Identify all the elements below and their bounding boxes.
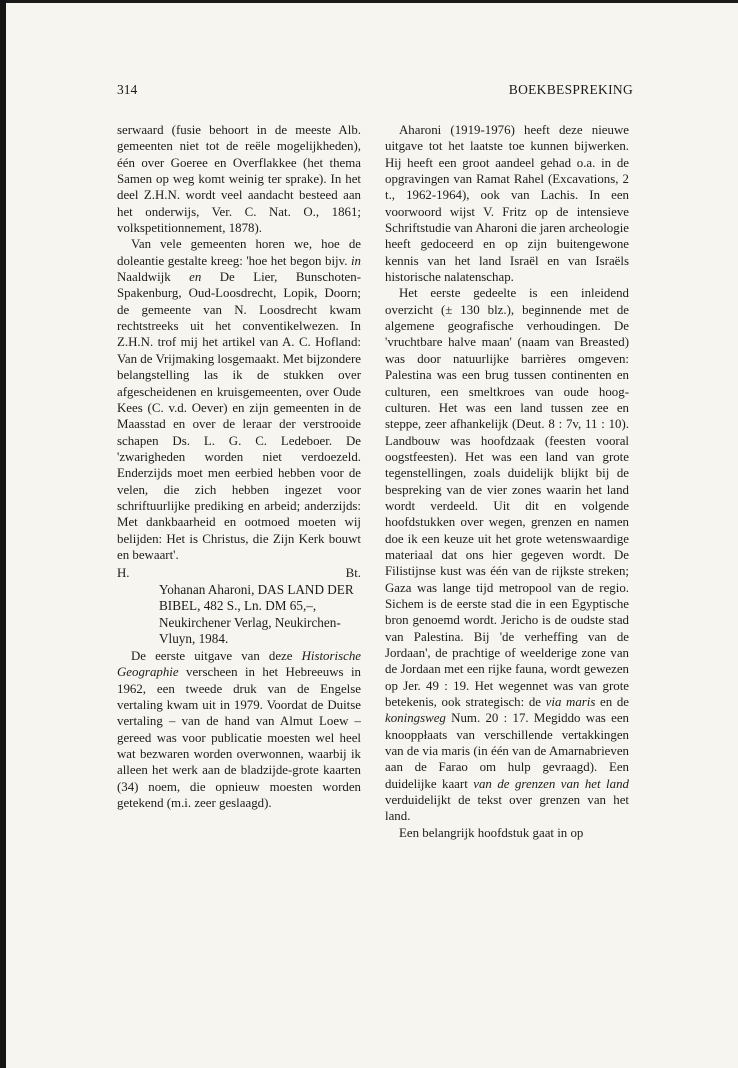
paragraph-doleantie: Van vele gemeenten horen we, hoe de doleantie gestalte kreeg: 'hoe het begon bijv. in Naaldwijk en De Lier, Bunschoten-Spakenburg, Oud-Loosdrecht, Lopik, Doorn; de gemeente van N. Loosdrecht kwam rechtstreeks uit het conventikelwezen. In Z.H.N. trof mij het artikel van A. C. Hofland: Van de Vrijmaking losgemaakt. Met bijzondere belangstelling las ik de stukken over afgescheidenen en kruisgemeenten, over Oude Kees (C. v.d. Oever) en zijn gemeenten in de Maasstad en over de leraar der verstrooide schapen Ds. L. G. C. Ledeboer. De 'zwarigheden worden niet verdoezeld. Enderzijds moet men eerbied hebben voor de velen, die zich hebben ingezet voor schriftuurlijke prediking en arbeid; anderzijds: Met dankbaarheid en ootmoed moeten wij belijden: Het is Christus, die Zijn Kerk bouwt en bewaart'.	[117, 237, 361, 562]
paragraph-continuation: serwaard (fusie behoort in de meeste Alb. gemeenten niet tot de reële mogelijkheden), één over Goeree en Overflakkee (het thema Samen op weg komt weinig ter sprake). In het deel Z.H.N. wordt veel aandacht besteed aan het onderwijs, Ver. C. Nat. O., 1861; volkspetitionnement, 1878).	[117, 123, 361, 236]
signature-initial: H.	[117, 566, 130, 581]
signature-line	[117, 565, 361, 581]
right-column	[385, 122, 629, 841]
signature-initials-right: Bt.	[345, 566, 361, 581]
paragraph-overview: Het eerste gedeelte is een inleidend overzicht (± 130 blz.), beginnende met de algemene geografische verhoudingen. De 'vruchtbare halve maan' (naam van Breasted) was door natuurlijke barrières omgeven: Palestina was een brug tussen continenten en culturen, een smeltkroes van oude hoog-culturen. Het was een land tussen zee en steppe, zeer afhankelijk (Deut. 8 : 7v, 11 : 10). Landbouw was hoofdzaak (feesten vooral oogstfeesten). Het was een land van grote tegenstellingen, zoals duidelijk blijkt bij de bespreking van de vier zones waarin het land wordt verdeeld. Uit dit en volgende hoofdstukken over wegen, grenzen en namen doe ik een keuze uit het grote wetenswaardige materiaal dat ons hier gegeven wordt. De Filistijnse kust was één van de rijkste streken; Gaza was lange tijd metropool van de regio. Sichem is de eerste stad die in een Egyptische bron genoemd wordt. Jericho is de oudste stad van Palestina. Bij 'de verheffing van de Jordaan', de prachtige of weelderige zone van de Jordaan met een rijke fauna, wordt gewezen op Jer. 49 : 19. Het wegennet was van grote betekenis, ook strategisch: de via maris en de koningsweg Num. 20 : 17. Megiddo was een knooppłaats van verschillende vertakkingen van de via maris (in één van de Amarnabrieven aan de Farao om hulp gevraagd). Een duidelijke kaart van de grenzen van het land verduidelijkt de tekst over grenzen van het land.	[385, 286, 629, 824]
left-column	[117, 122, 361, 811]
paragraph-first-edition: De eerste uitgave van deze Historische Geographie verscheen in het Hebreeuws in 1962, een tweede druk van de Engelse vertaling kwam uit in 1979. Voordat de Duitse vertaling – van de hand van Almut Loew – gereed was voor publicatie moesten wel heel wat bezwaren worden overwonnen, waarbij ik alleen het werk aan de bladzijde-grote kaarten (34) noem, die opnieuw moesten worden getekend (m.i. zeer geslaagd).	[117, 649, 361, 811]
paragraph-aharoni: Aharoni (1919-1976) heeft deze nieuwe uitgave tot het laatste toe kunnen bijwerken. Hij heeft een groot aandeel gehad o.a. in de opgravingen van Ramat Rahel (Excavations, 2 t., 1962-1964), ook van Lachis. In een voorwoord wijst V. Fritz op de intensieve Schriftstudie van Aharoni die jaren archeologie heeft gedoceerd en op zijn buitengewone kennis van het land Israël en van Israëls historische nalatenschap.	[385, 123, 629, 285]
paragraph-chapter: Een belangrijk hoofdstuk gaat in op	[399, 825, 584, 840]
page-number: 314	[117, 82, 138, 97]
book-reference: Yohanan Aharoni, DAS LAND DER BIBEL, 482 S., Ln. DM 65,–, Neukirchener Verlag, Neukirchen-Vluyn, 1984.	[159, 581, 354, 647]
section-title: BOEKBESPREKING	[508, 82, 633, 97]
